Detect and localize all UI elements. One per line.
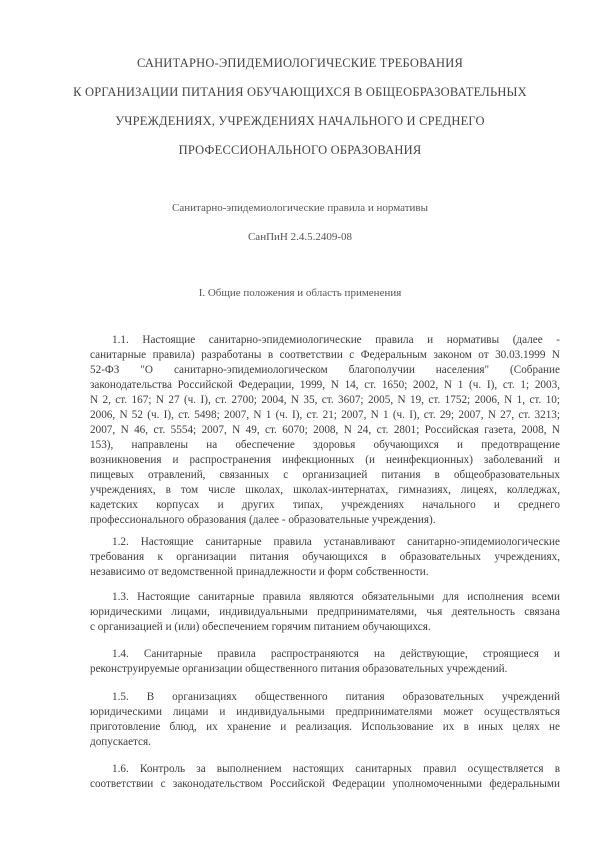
title-line-1: САНИТАРНО-ЭПИДЕМИОЛОГИЧЕСКИЕ ТРЕБОВАНИЯ: [136, 56, 464, 70]
paragraph-line: 1.1. Настоящие санитарно-эпидемиологические правила и нормативы (далее -: [112, 334, 560, 346]
paragraph-line: юридическими лицами, индивидуальными предпринимателями, чья деятельность связана: [90, 606, 560, 618]
paragraph-line: юридическими лицами и индивидуальными предпринимателями может осуществляться: [90, 706, 560, 718]
paragraph-1-6: [90, 762, 560, 792]
paragraph-line: реконструируемые организации общественного питания образовательных учреждений.: [90, 663, 508, 675]
paragraph-line: допускается.: [90, 736, 151, 748]
paragraph-line: кадетских корпусах и других типах, учреждениях начального и среднего: [90, 499, 560, 511]
title-line-4: ПРОФЕССИОНАЛЬНОГО ОБРАЗОВАНИЯ: [178, 143, 422, 157]
paragraph-line: 1.2. Настоящие санитарные правила устанавливают санитарно-эпидемиологические: [112, 536, 560, 548]
subtitle: Санитарно-эпидемиологические правила и нормативы: [172, 202, 428, 214]
paragraph-line: возникновения и распространения инфекционных (и неинфекционных) заболеваний и: [90, 454, 560, 466]
paragraph-line: 1.3. Настоящие санитарные правила являются обязательными для исполнения всеми: [112, 591, 560, 603]
title-line-2: К ОРГАНИЗАЦИИ ПИТАНИЯ ОБУЧАЮЩИХСЯ В ОБЩЕОБРАЗОВАТЕЛЬНЫХ: [73, 85, 527, 99]
paragraph-1-5: [90, 690, 560, 750]
paragraph-1-1: [90, 333, 560, 528]
paragraph-line: требования к организации питания обучающихся в образовательных учреждениях,: [90, 551, 560, 563]
paragraph-line: законодательства Российской Федерации, 1999, N 14, ст. 1650; 2002, N 1 (ч. I), ст. 1; 2003,: [90, 379, 560, 391]
paragraph-line: санитарные правила) разработаны в соответствии с Федеральным законом от 30.03.1999 N: [90, 349, 560, 361]
paragraph-line: 52-ФЗ "О санитарно-эпидемиологическом благополучии населения" (Собрание: [90, 364, 560, 376]
paragraph-line: 1.6. Контроль за выполнением настоящих санитарных правил осуществляется в: [112, 763, 560, 775]
paragraph-line: 1.4. Санитарные правила распространяются на действующие, строящиеся и: [112, 648, 560, 660]
paragraph-line: 153), направлены на обеспечение здоровья обучающихся и предотвращение: [90, 439, 560, 451]
paragraph-line: независимо от ведомственной принадлежности и форм собственности.: [90, 566, 429, 578]
paragraph-1-3: [90, 590, 560, 635]
paragraph-line: с организацией и (или) обеспечением горячим питанием обучающихся.: [90, 621, 431, 633]
paragraph-line: 1.5. В организациях общественного питания образовательных учреждений: [112, 691, 560, 703]
paragraph-1-4: [90, 647, 560, 677]
paragraph-line: приготовление блюд, их хранение и реализация. Использование их в иных целях не: [90, 721, 560, 733]
paragraph-line: 2007, N 46, ст. 5554; 2007, N 49, ст. 6070; 2008, N 24, ст. 2801; Российская газета, 2008, N: [90, 424, 560, 436]
paragraph-line: пищевых отравлений, связанных с организацией питания в общеобразовательных: [90, 469, 560, 481]
paragraph-line: учреждениях, в том числе школах, школах-интернатах, гимназиях, лицеях, колледжах,: [90, 484, 560, 496]
paragraph-line: соответствии с законодательством Российской Федерации уполномоченными федеральными: [90, 778, 560, 790]
document-code: СанПиН 2.4.5.2409-08: [247, 231, 353, 243]
paragraph-line: профессионального образования (далее - образовательные учреждения).: [90, 514, 436, 526]
title-line-3: УЧРЕЖДЕНИЯХ, УЧРЕЖДЕНИЯХ НАЧАЛЬНОГО И СРЕДНЕГО: [115, 114, 485, 128]
paragraph-line: 2006, N 52 (ч. I), ст. 5498; 2007, N 1 (ч. I), ст. 21; 2007, N 1 (ч. I), ст. 29; 2007, N 27, ст. 3213;: [90, 409, 560, 421]
paragraph-line: N 2, ст. 167; N 27 (ч. I), ст. 2700; 2004, N 35, ст. 3607; 2005, N 19, ст. 1752; 2006, N 1, ст. 10;: [90, 394, 560, 406]
section-heading: I. Общие положения и область применения: [198, 287, 402, 299]
paragraph-1-2: [90, 535, 560, 580]
